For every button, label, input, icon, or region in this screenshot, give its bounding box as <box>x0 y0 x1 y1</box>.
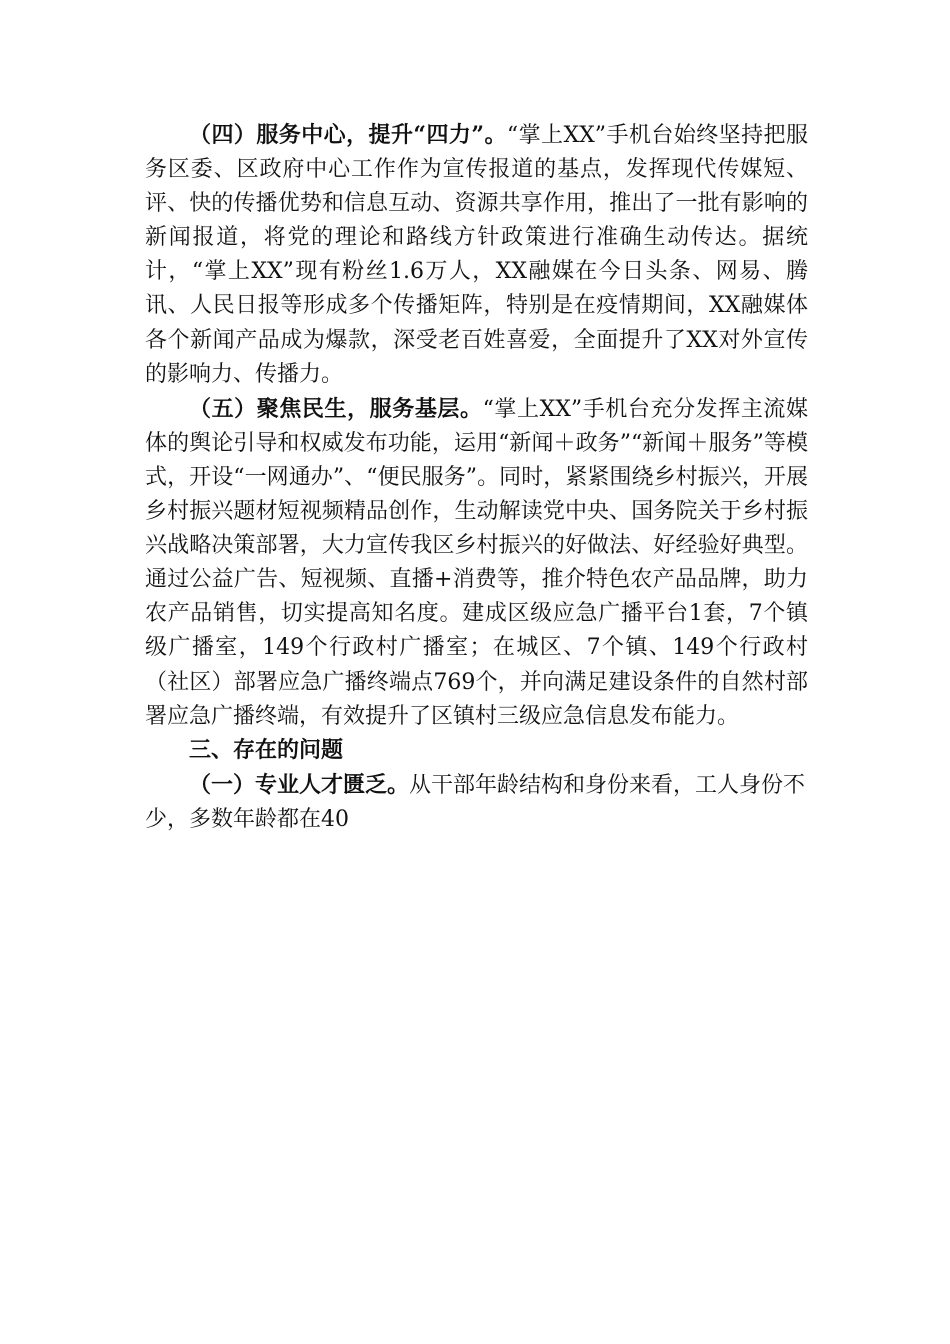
paragraph-livelihood <box>145 392 808 734</box>
paragraph-lead: （五）聚焦民生，服务基层。 <box>189 395 483 422</box>
paragraph-text: “掌上XX”手机台始终坚持把服务区委、区政府中心工作作为宣传报道的基点，发挥现代传媒短、评、快的传播优势和信息互动、资源共享作用，推出了一批有影响的新闻报道，将党的理论和路线方针政策进行准确生动传达。据统计，“掌上XX”现有粉丝1.6万人，XX融媒在今日头条、网易、腾讯、人民日报等形成多个传播矩阵，特别是在疫情期间，XX融媒体各个新闻产品成为爆款，深受老百姓喜爱，全面提升了XX对外宣传的影响力、传播力。 <box>145 123 808 387</box>
paragraph-lead: （四）服务中心，提升“四力”。 <box>189 122 507 148</box>
document-body <box>145 118 808 837</box>
paragraph-text: “掌上XX”手机台充分发挥主流媒体的舆论引导和权威发布功能，运用“新闻＋政务”“新闻＋服务”等模式，开设“一网通办”、“便民服务”。同时，紧紧围绕乡村振兴，开展乡村振兴题材短视频精品创作，生动解读党中央、国务院关于乡村振兴战略决策部署，大力宣传我区乡村振兴的好做法、好经验好典型。通过公益广告、短视频、直播+消费等，推介特色农产品品牌，助力农产品销售，切实提高知名度。建成区级应急广播平台1套，7个镇级广播室，149个行政村广播室；在城区、7个镇、149个行政村（社区）部署应急广播终端点769个，并向满足建设条件的自然村部署应急广播终端，有效提升了区镇村三级应急信息发布能力。 <box>145 396 808 729</box>
paragraph-text: 从干部年龄结构和身份来看，工人身份不少，多数年龄都在40 <box>145 772 806 832</box>
paragraph-service-center <box>145 118 808 392</box>
paragraph-lead: （一）专业人才匮乏。 <box>189 771 410 798</box>
paragraph-talent-shortage <box>145 768 808 837</box>
section-heading: 三、存在的问题 <box>189 737 344 763</box>
